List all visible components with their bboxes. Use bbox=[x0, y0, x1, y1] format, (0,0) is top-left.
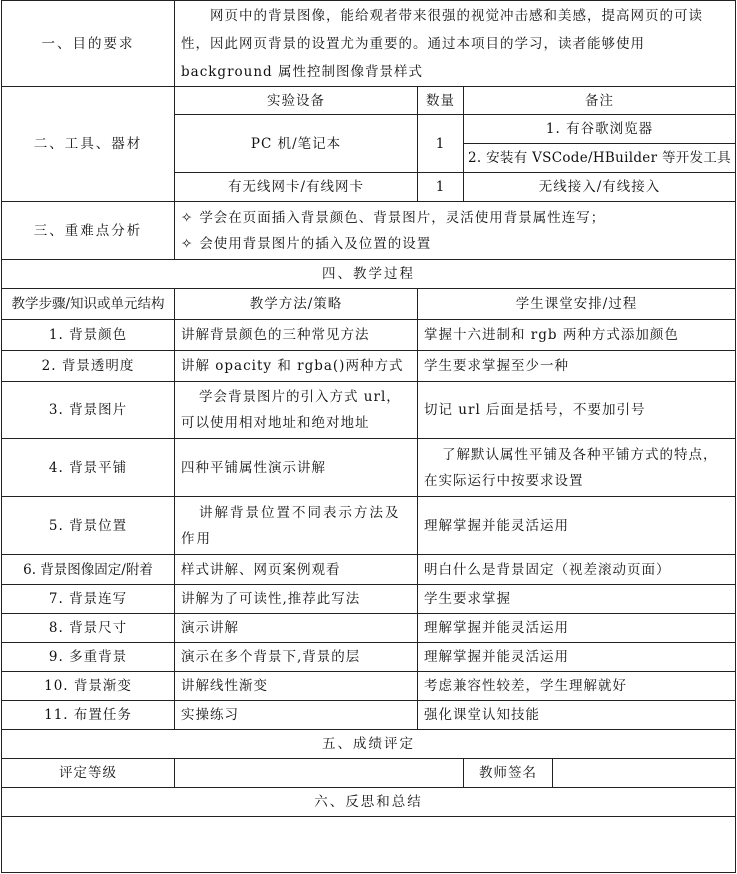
arrangement-cell: 考虑兼容性较差，学生理解就好 bbox=[418, 672, 736, 701]
arrangement-cell: 学生要求掌握至少一种 bbox=[418, 351, 736, 382]
teacher-signature-label: 教师签名 bbox=[464, 759, 553, 788]
step-cell: 8. 背景尺寸 bbox=[2, 614, 175, 643]
key-point-item bbox=[181, 231, 729, 257]
process-row bbox=[2, 382, 736, 439]
key-point-text: 会使用背景图片的插入及位置的设置 bbox=[199, 235, 432, 252]
objectives-label: 一、目的要求 bbox=[2, 1, 175, 87]
method-cell: 四种平铺属性演示讲解 bbox=[175, 439, 418, 497]
quantity-col-header: 数量 bbox=[418, 87, 464, 115]
process-row bbox=[2, 439, 736, 497]
grading-row bbox=[2, 759, 736, 788]
grading-title-row bbox=[2, 730, 736, 759]
step-cell: 7. 背景连写 bbox=[2, 585, 175, 614]
method-cell: 讲解背景位置不同表示方法及作用 bbox=[175, 497, 418, 555]
method-cell: 演示讲解 bbox=[175, 614, 418, 643]
step-cell: 5. 背景位置 bbox=[2, 497, 175, 555]
process-row bbox=[2, 555, 736, 585]
equipment-header-row bbox=[2, 87, 736, 115]
key-point-text: 学会在页面插入背景颜色、背景图片，灵活使用背景属性连写； bbox=[199, 209, 606, 226]
method-cell: 讲解背景颜色的三种常见方法 bbox=[175, 320, 418, 351]
lesson-plan-table bbox=[1, 0, 736, 873]
notes-cell: 1. 有谷歌浏览器 bbox=[464, 115, 736, 144]
grade-field[interactable] bbox=[175, 759, 464, 788]
notes-cell: 2. 安装有 VSCode/HBuilder 等开发工具 bbox=[464, 144, 736, 173]
step-cell: 3. 背景图片 bbox=[2, 382, 175, 439]
diamond-bullet-icon: ✧ bbox=[181, 235, 194, 252]
objectives-text: 网页中的背景图像，能给观者带来很强的视觉冲击感和美感，提高网页的可读性，因此网页背景的设置尤为重要的。通过本项目的学习，读者能够使用 background 属性控制图像背景样式 bbox=[175, 1, 736, 87]
grading-title: 五、成绩评定 bbox=[2, 730, 736, 759]
process-row bbox=[2, 320, 736, 351]
process-row bbox=[2, 614, 736, 643]
arrangement-cell: 强化课堂认知技能 bbox=[418, 701, 736, 730]
reflection-field[interactable] bbox=[2, 817, 736, 873]
equipment-label: 二、工具、器材 bbox=[2, 87, 175, 202]
process-header-row bbox=[2, 289, 736, 320]
step-cell: 6. 背景图像固定/附着 bbox=[2, 555, 175, 585]
arrangement-cell: 理解掌握并能灵活运用 bbox=[418, 614, 736, 643]
method-cell: 讲解为了可读性,推荐此写法 bbox=[175, 585, 418, 614]
notes-col-header: 备注 bbox=[464, 87, 736, 115]
process-row bbox=[2, 497, 736, 555]
key-points-label: 三、重难点分析 bbox=[2, 202, 175, 260]
step-cell: 4. 背景平铺 bbox=[2, 439, 175, 497]
notes-cell: 无线接入/有线接入 bbox=[464, 173, 736, 202]
process-row bbox=[2, 672, 736, 701]
diamond-bullet-icon: ✧ bbox=[181, 209, 194, 226]
arrangement-col-header: 学生课堂安排/过程 bbox=[418, 289, 736, 320]
process-row bbox=[2, 701, 736, 730]
method-cell: 讲解 opacity 和 rgba()两种方式 bbox=[175, 351, 418, 382]
process-title: 四、教学过程 bbox=[2, 260, 736, 289]
step-cell: 1. 背景颜色 bbox=[2, 320, 175, 351]
step-cell: 2. 背景透明度 bbox=[2, 351, 175, 382]
method-cell: 样式讲解、网页案例观看 bbox=[175, 555, 418, 585]
arrangement-cell: 掌握十六进制和 rgb 两种方式添加颜色 bbox=[418, 320, 736, 351]
method-cell: 学会背景图片的引入方式 url，可以使用相对地址和绝对地址 bbox=[175, 382, 418, 439]
process-row bbox=[2, 585, 736, 614]
step-cell: 10. 背景渐变 bbox=[2, 672, 175, 701]
reflection-title: 六、反思和总结 bbox=[2, 788, 736, 817]
reflection-row bbox=[2, 817, 736, 873]
method-cell: 讲解线性渐变 bbox=[175, 672, 418, 701]
method-cell: 演示在多个背景下,背景的层 bbox=[175, 643, 418, 672]
process-row bbox=[2, 643, 736, 672]
arrangement-cell: 切记 url 后面是括号，不要加引号 bbox=[418, 382, 736, 439]
process-title-row bbox=[2, 260, 736, 289]
step-cell: 9. 多重背景 bbox=[2, 643, 175, 672]
grade-label: 评定等级 bbox=[2, 759, 175, 788]
step-col-header: 教学步骤/知识或单元结构 bbox=[2, 289, 175, 320]
arrangement-cell: 学生要求掌握 bbox=[418, 585, 736, 614]
key-points-list bbox=[175, 202, 736, 260]
teacher-signature-field[interactable] bbox=[553, 759, 736, 788]
arrangement-cell: 理解掌握并能灵活运用 bbox=[418, 643, 736, 672]
equipment-cell: 有无线网卡/有线网卡 bbox=[175, 173, 418, 202]
arrangement-cell: 明白什么是背景固定（视差滚动页面） bbox=[418, 555, 736, 585]
arrangement-cell: 理解掌握并能灵活运用 bbox=[418, 497, 736, 555]
reflection-title-row bbox=[2, 788, 736, 817]
process-row bbox=[2, 351, 736, 382]
key-point-item bbox=[181, 205, 729, 231]
equipment-col-header: 实验设备 bbox=[175, 87, 418, 115]
equipment-cell: PC 机/笔记本 bbox=[175, 115, 418, 173]
key-points-row bbox=[2, 202, 736, 260]
step-cell: 11. 布置任务 bbox=[2, 701, 175, 730]
arrangement-cell: 了解默认属性平铺及各种平铺方式的特点，在实际运行中按要求设置 bbox=[418, 439, 736, 497]
method-cell: 实操练习 bbox=[175, 701, 418, 730]
method-col-header: 教学方法/策略 bbox=[175, 289, 418, 320]
objectives-row bbox=[2, 1, 736, 87]
quantity-cell: 1 bbox=[418, 173, 464, 202]
quantity-cell: 1 bbox=[418, 115, 464, 173]
